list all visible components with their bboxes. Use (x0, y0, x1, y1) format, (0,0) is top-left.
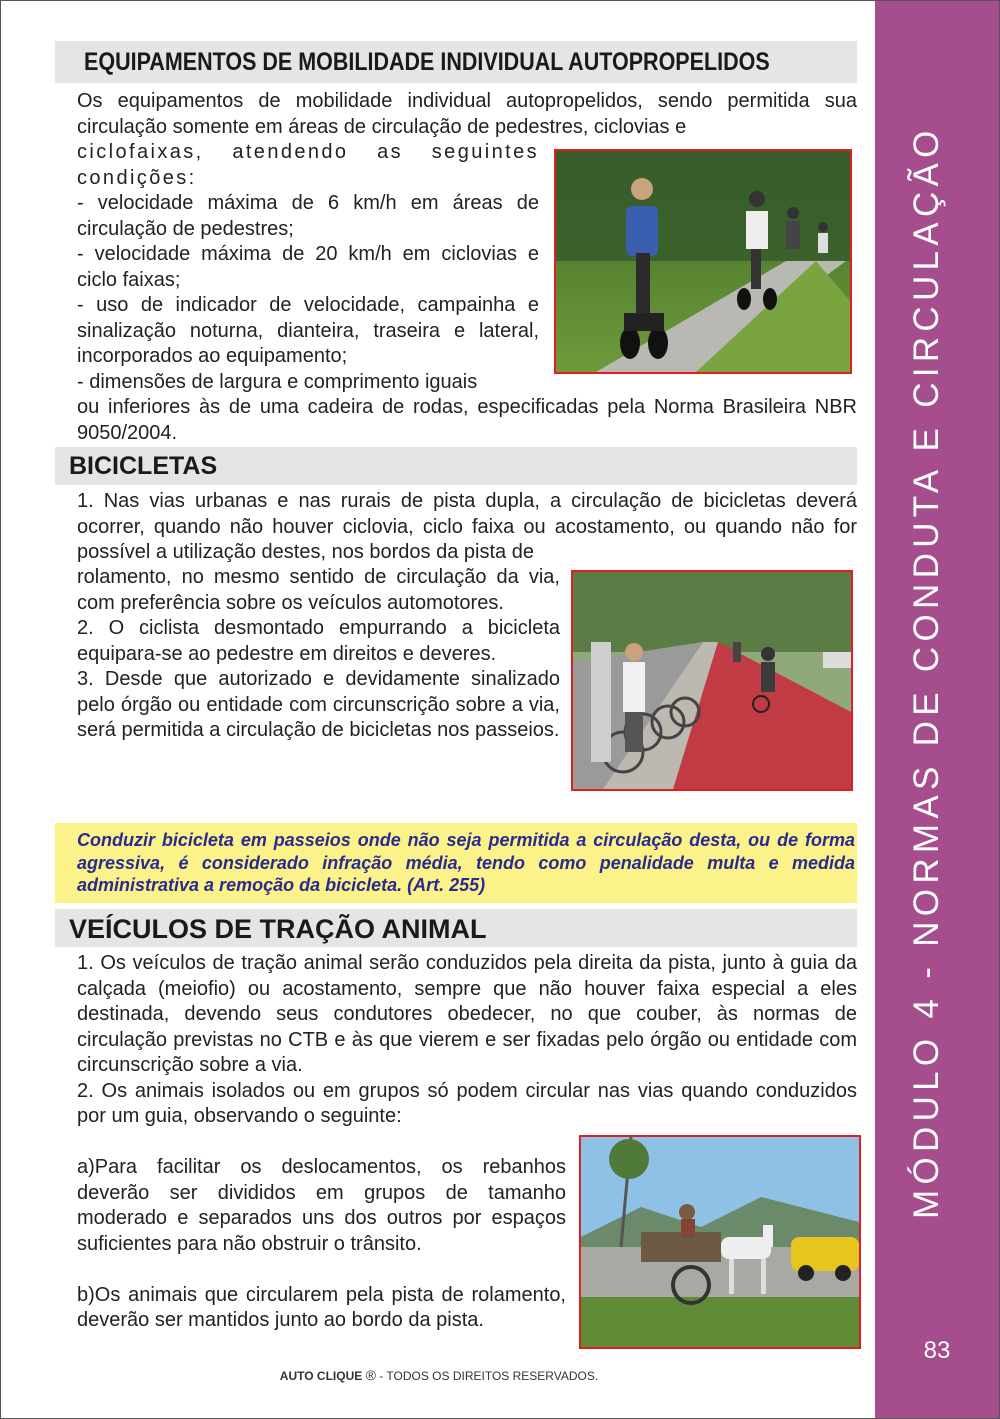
mobility-condition-line: - uso de indicador de velocidade, campainha e sinalização noturna, dianteira, traseira e lateral, incorporados ao equipamento; (77, 294, 539, 367)
module-sidebar (875, 1, 999, 1419)
segway-photo (554, 149, 852, 374)
bike-lane-photo (571, 570, 853, 791)
mobility-condition-line: - velocidade máxima de 20 km/h em ciclovias e ciclo faixas; (77, 243, 539, 291)
section-heading-bicycles: BICICLETAS (55, 447, 857, 485)
mobility-condition-line: - dimensões de largura e comprimento iguais (77, 370, 478, 393)
page-number: 83 (923, 1337, 951, 1364)
animal-traction-rule: 2. Os animais isolados ou em grupos só podem circular nas vias quando conduzidos por um guia, observando o seguinte: (77, 1079, 857, 1127)
section-heading-mobility: EQUIPAMENTOS DE MOBILIDADE INDIVIDUAL AUTOPROPELIDOS (55, 41, 857, 83)
horse-cart-photo (579, 1135, 861, 1349)
mobility-conditions (77, 140, 539, 395)
animal-traction-items (77, 1155, 566, 1334)
registered-mark: ® (365, 1367, 376, 1383)
footer-rights: - TODOS OS DIREITOS RESERVADOS. (375, 1369, 599, 1383)
bicycles-rule: rolamento, no mesmo sentido de circulação da via, com preferência sobre os veículos automotores. (77, 566, 560, 614)
mobility-closing: ou inferiores às de uma cadeira de rodas, especificadas pela Norma Brasileira NBR 9050/2004. (77, 396, 857, 444)
mobility-condition-line: ciclofaixas, atendendo as seguintes condições: (77, 141, 539, 189)
animal-traction-item: b)Os animais que circularem pela pista de rolamento, deverão ser mantidos junto ao bordo da pista. (77, 1283, 566, 1331)
infraction-note-text: Conduzir bicicleta em passeios onde não seja permitida a circulação desta, ou de forma agressiva, é considerado infração média, tendo como penalidade multa e medida administrativa a remoção da bicicleta. (Art. 255) (77, 830, 855, 895)
footer-copyright (1, 1367, 877, 1383)
bicycles-intro: 1. Nas vias urbanas e nas rurais de pista dupla, a circulação de bicicletas deverá ocorrer, quando não houver ciclovia, ciclo faixa ou acostamento, ou quando não for possível a utilização destes, nos bordos da pista de (77, 490, 857, 563)
bicycles-rule: 2. O ciclista desmontado empurrando a bicicleta equipara-se ao pedestre em direitos e deveres. (77, 617, 560, 665)
bicycles-rules (77, 565, 560, 744)
animal-traction-rules (77, 951, 857, 1130)
bicycles-rule: 3. Desde que autorizado e devidamente sinalizado pelo órgão ou entidade com circunscrição sobre a via, será permitida a circulação de bicicletas nos passeios. (77, 668, 560, 741)
animal-traction-item: a)Para facilitar os deslocamentos, os rebanhos deverão ser divididos em grupos de tamanho moderado e separados uns dos outros por espaços suficientes para não obstruir o trânsito. (77, 1156, 566, 1255)
module-title: MÓDULO 4 - NORMAS DE CONDUTA E CIRCULAÇÃO (907, 125, 946, 1219)
mobility-condition-line: - velocidade máxima de 6 km/h em áreas de circulação de pedestres; (77, 192, 539, 240)
infraction-note (55, 823, 857, 903)
mobility-intro: Os equipamentos de mobilidade individual autopropelidos, sendo permitida sua circulação somente em áreas de circulação de pedestres, ciclovias e (77, 90, 857, 138)
section-heading-animal-traction: VEÍCULOS DE TRAÇÃO ANIMAL (55, 909, 857, 947)
animal-traction-rule: 1. Os veículos de tração animal serão conduzidos pela direita da pista, junto à guia da calçada (meiofio) ou acostamento, sempre que não houver faixa especial a eles destinada, devendo seus condutores obedecer, no que couber, às normas de circulação previstas no CTB e às que vierem e ser fixadas pelo órgão ou entidade com circunscrição sobre a via. (77, 952, 857, 1076)
footer-brand: AUTO CLIQUE (279, 1369, 363, 1383)
